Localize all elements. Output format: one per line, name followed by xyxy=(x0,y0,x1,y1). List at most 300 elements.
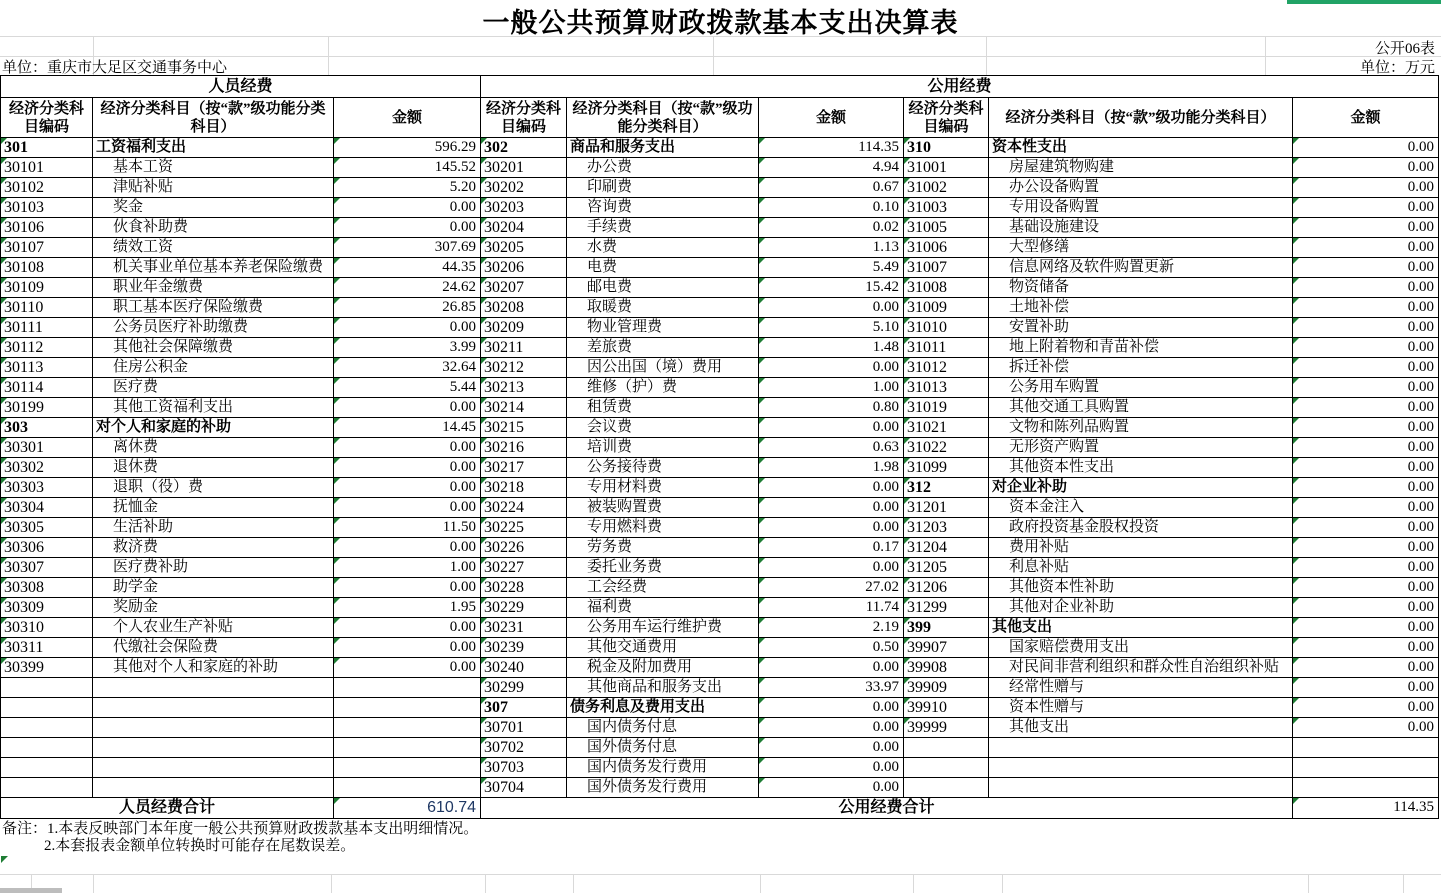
cell-subject[interactable]: 税金及附加费用 xyxy=(567,658,759,678)
cell-subject[interactable]: 生活补助 xyxy=(93,518,334,538)
cell-amount[interactable]: 0.00 xyxy=(334,638,481,658)
cell-code[interactable]: 30226 xyxy=(481,538,567,558)
cell-code[interactable]: 30199 xyxy=(1,398,93,418)
cell-subject[interactable]: 办公设备购置 xyxy=(989,178,1293,198)
cell-subject[interactable]: 津贴补贴 xyxy=(93,178,334,198)
cell-amount[interactable]: 0.00 xyxy=(334,198,481,218)
cell-code[interactable]: 30227 xyxy=(481,558,567,578)
cell-amount[interactable]: 0.00 xyxy=(1293,718,1439,738)
cell-code[interactable]: 30112 xyxy=(1,338,93,358)
cell-subject-empty[interactable] xyxy=(93,758,334,778)
cell-amount[interactable]: 0.00 xyxy=(759,778,904,798)
cell-amount[interactable]: 0.00 xyxy=(334,458,481,478)
cell-amount[interactable]: 27.02 xyxy=(759,578,904,598)
cell-subject-empty[interactable] xyxy=(93,778,334,798)
cell-code[interactable]: 30307 xyxy=(1,558,93,578)
cell-subject[interactable]: 退休费 xyxy=(93,458,334,478)
col-header-code[interactable]: 经济分类科目编码 xyxy=(904,98,989,138)
cell-amount[interactable]: 1.95 xyxy=(334,598,481,618)
cell-subject[interactable]: 离休费 xyxy=(93,438,334,458)
cell-amount[interactable]: 0.02 xyxy=(759,218,904,238)
cell-code[interactable]: 31203 xyxy=(904,518,989,538)
cell-amount[interactable]: 145.52 xyxy=(334,158,481,178)
cell-amount[interactable]: 0.00 xyxy=(759,298,904,318)
cell-code[interactable]: 30229 xyxy=(481,598,567,618)
cell-code[interactable]: 39909 xyxy=(904,678,989,698)
cell-code[interactable]: 399 xyxy=(904,618,989,638)
cell-amount[interactable]: 5.44 xyxy=(334,378,481,398)
cell-subject[interactable]: 基础设施建设 xyxy=(989,218,1293,238)
cell-subject[interactable]: 手续费 xyxy=(567,218,759,238)
cell-code-empty[interactable] xyxy=(1,738,93,758)
cell-code[interactable]: 30217 xyxy=(481,458,567,478)
personnel-total-label[interactable]: 人员经费合计 xyxy=(1,798,334,819)
cell-subject[interactable]: 个人农业生产补贴 xyxy=(93,618,334,638)
cell-subject[interactable]: 安置补助 xyxy=(989,318,1293,338)
cell-code[interactable]: 30704 xyxy=(481,778,567,798)
cell-subject[interactable]: 土地补偿 xyxy=(989,298,1293,318)
cell-subject[interactable]: 国外债务发行费用 xyxy=(567,778,759,798)
cell-code[interactable]: 30111 xyxy=(1,318,93,338)
cell-subject[interactable]: 专用燃料费 xyxy=(567,518,759,538)
cell-subject[interactable]: 公务用车购置 xyxy=(989,378,1293,398)
cell-code[interactable]: 31012 xyxy=(904,358,989,378)
cell-amount[interactable]: 0.00 xyxy=(1293,498,1439,518)
cell-subject-empty[interactable] xyxy=(93,698,334,718)
cell-amount[interactable]: 14.45 xyxy=(334,418,481,438)
cell-code[interactable]: 31019 xyxy=(904,398,989,418)
cell-subject[interactable]: 物业管理费 xyxy=(567,318,759,338)
cell-subject[interactable]: 对民间非营利组织和群众性自治组织补贴 xyxy=(989,658,1293,678)
cell-subject[interactable]: 其他对个人和家庭的补助 xyxy=(93,658,334,678)
cell-subject[interactable]: 国内债务发行费用 xyxy=(567,758,759,778)
cell-code[interactable]: 303 xyxy=(1,418,93,438)
cell-code[interactable]: 30106 xyxy=(1,218,93,238)
cell-code[interactable]: 30231 xyxy=(481,618,567,638)
cell-subject[interactable]: 费用补贴 xyxy=(989,538,1293,558)
col-header-amount[interactable]: 金额 xyxy=(334,98,481,138)
cell-subject[interactable]: 其他交通工具购置 xyxy=(989,398,1293,418)
cell-amount[interactable]: 0.00 xyxy=(1293,258,1439,278)
cell-subject[interactable]: 抚恤金 xyxy=(93,498,334,518)
cell-code[interactable]: 31005 xyxy=(904,218,989,238)
cell-subject[interactable]: 其他商品和服务支出 xyxy=(567,678,759,698)
cell-amount-empty[interactable] xyxy=(1293,738,1439,758)
cell-amount[interactable]: 33.97 xyxy=(759,678,904,698)
cell-code[interactable]: 30202 xyxy=(481,178,567,198)
cell-amount[interactable]: 0.00 xyxy=(334,498,481,518)
cell-code[interactable]: 31007 xyxy=(904,258,989,278)
cell-code[interactable]: 39907 xyxy=(904,638,989,658)
cell-amount[interactable]: 0.00 xyxy=(759,498,904,518)
cell-amount[interactable]: 11.74 xyxy=(759,598,904,618)
cell-code[interactable]: 30216 xyxy=(481,438,567,458)
cell-code[interactable]: 30225 xyxy=(481,518,567,538)
cell-amount[interactable]: 0.00 xyxy=(334,438,481,458)
cell-subject[interactable]: 工资福利支出 xyxy=(93,138,334,158)
cell-code[interactable]: 31022 xyxy=(904,438,989,458)
group-header-public[interactable]: 公用经费 xyxy=(481,76,1439,98)
cell-subject[interactable]: 代缴社会保险费 xyxy=(93,638,334,658)
cell-amount[interactable]: 0.00 xyxy=(1293,418,1439,438)
cell-amount[interactable]: 0.00 xyxy=(759,558,904,578)
cell-code[interactable]: 30228 xyxy=(481,578,567,598)
cell-subject[interactable]: 助学金 xyxy=(93,578,334,598)
cell-amount[interactable]: 32.64 xyxy=(334,358,481,378)
cell-subject[interactable]: 利息补贴 xyxy=(989,558,1293,578)
cell-amount[interactable]: 0.00 xyxy=(1293,638,1439,658)
cell-subject[interactable]: 医疗费补助 xyxy=(93,558,334,578)
cell-amount[interactable]: 0.00 xyxy=(1293,518,1439,538)
cell-amount[interactable]: 0.00 xyxy=(334,318,481,338)
cell-subject[interactable]: 其他交通费用 xyxy=(567,638,759,658)
cell-amount-empty[interactable] xyxy=(334,698,481,718)
scrollbar-fragment[interactable] xyxy=(0,888,62,893)
cell-code[interactable]: 30201 xyxy=(481,158,567,178)
cell-code[interactable]: 31008 xyxy=(904,278,989,298)
cell-code[interactable]: 30108 xyxy=(1,258,93,278)
cell-code[interactable]: 30304 xyxy=(1,498,93,518)
cell-amount[interactable]: 0.00 xyxy=(759,358,904,378)
cell-code[interactable]: 30309 xyxy=(1,598,93,618)
cell-subject[interactable]: 奖励金 xyxy=(93,598,334,618)
cell-amount[interactable]: 2.19 xyxy=(759,618,904,638)
cell-amount[interactable]: 0.00 xyxy=(759,658,904,678)
cell-subject[interactable]: 对企业补助 xyxy=(989,478,1293,498)
cell-subject[interactable]: 绩效工资 xyxy=(93,238,334,258)
cell-amount[interactable]: 1.00 xyxy=(334,558,481,578)
cell-amount[interactable]: 0.00 xyxy=(1293,358,1439,378)
cell-code[interactable]: 39908 xyxy=(904,658,989,678)
cell-code[interactable]: 312 xyxy=(904,478,989,498)
cell-amount[interactable]: 0.00 xyxy=(1293,298,1439,318)
cell-code-empty[interactable] xyxy=(1,718,93,738)
cell-amount[interactable]: 0.00 xyxy=(1293,318,1439,338)
cell-code-empty[interactable] xyxy=(904,758,989,778)
cell-subject[interactable]: 其他对企业补助 xyxy=(989,598,1293,618)
cell-code[interactable]: 30214 xyxy=(481,398,567,418)
cell-code[interactable]: 31201 xyxy=(904,498,989,518)
cell-subject[interactable]: 国家赔偿费用支出 xyxy=(989,638,1293,658)
cell-code[interactable]: 30701 xyxy=(481,718,567,738)
cell-amount[interactable]: 0.00 xyxy=(1293,338,1439,358)
cell-amount[interactable]: 0.10 xyxy=(759,198,904,218)
cell-code[interactable]: 30213 xyxy=(481,378,567,398)
cell-amount[interactable]: 1.48 xyxy=(759,338,904,358)
col-header-amount[interactable]: 金额 xyxy=(1293,98,1439,138)
cell-amount[interactable]: 0.00 xyxy=(334,658,481,678)
cell-code[interactable]: 30110 xyxy=(1,298,93,318)
cell-amount[interactable]: 0.00 xyxy=(1293,378,1439,398)
cell-subject[interactable]: 其他支出 xyxy=(989,618,1293,638)
cell-code[interactable]: 39910 xyxy=(904,698,989,718)
cell-code[interactable]: 30303 xyxy=(1,478,93,498)
cell-subject[interactable]: 维修（护）费 xyxy=(567,378,759,398)
cell-amount[interactable]: 3.99 xyxy=(334,338,481,358)
cell-subject[interactable]: 债务利息及费用支出 xyxy=(567,698,759,718)
cell-subject[interactable]: 救济费 xyxy=(93,538,334,558)
cell-subject[interactable]: 物资储备 xyxy=(989,278,1293,298)
cell-subject[interactable]: 信息网络及软件购置更新 xyxy=(989,258,1293,278)
col-header-code[interactable]: 经济分类科目编码 xyxy=(1,98,93,138)
col-header-amount[interactable]: 金额 xyxy=(759,98,904,138)
cell-code[interactable]: 31204 xyxy=(904,538,989,558)
cell-code-empty[interactable] xyxy=(904,778,989,798)
cell-code[interactable]: 30205 xyxy=(481,238,567,258)
cell-subject-empty[interactable] xyxy=(93,718,334,738)
cell-amount[interactable]: 0.00 xyxy=(759,758,904,778)
cell-amount[interactable]: 0.00 xyxy=(1293,578,1439,598)
cell-subject[interactable]: 其他支出 xyxy=(989,718,1293,738)
cell-code-empty[interactable] xyxy=(1,778,93,798)
cell-subject[interactable]: 国内债务付息 xyxy=(567,718,759,738)
cell-amount[interactable]: 1.98 xyxy=(759,458,904,478)
cell-code[interactable]: 30305 xyxy=(1,518,93,538)
cell-code[interactable]: 30301 xyxy=(1,438,93,458)
cell-amount-empty[interactable] xyxy=(334,778,481,798)
cell-code[interactable]: 31001 xyxy=(904,158,989,178)
cell-amount-empty[interactable] xyxy=(1293,758,1439,778)
cell-subject[interactable]: 因公出国（境）费用 xyxy=(567,358,759,378)
cell-amount[interactable]: 0.00 xyxy=(1293,618,1439,638)
cell-code[interactable]: 31006 xyxy=(904,238,989,258)
cell-amount[interactable]: 0.00 xyxy=(759,698,904,718)
cell-subject[interactable]: 劳务费 xyxy=(567,538,759,558)
cell-subject[interactable]: 文物和陈列品购置 xyxy=(989,418,1293,438)
cell-code[interactable]: 39999 xyxy=(904,718,989,738)
cell-amount[interactable]: 0.50 xyxy=(759,638,904,658)
cell-amount[interactable]: 24.62 xyxy=(334,278,481,298)
cell-code-empty[interactable] xyxy=(1,698,93,718)
cell-amount[interactable]: 1.00 xyxy=(759,378,904,398)
cell-subject[interactable]: 经常性赠与 xyxy=(989,678,1293,698)
cell-subject[interactable]: 培训费 xyxy=(567,438,759,458)
cell-code[interactable]: 30103 xyxy=(1,198,93,218)
cell-subject[interactable]: 职工基本医疗保险缴费 xyxy=(93,298,334,318)
cell-subject-empty[interactable] xyxy=(989,758,1293,778)
public-total-value[interactable] xyxy=(1293,798,1439,819)
cell-amount[interactable]: 0.00 xyxy=(1293,278,1439,298)
cell-subject-empty[interactable] xyxy=(93,738,334,758)
cell-code[interactable]: 31003 xyxy=(904,198,989,218)
cell-amount[interactable]: 0.00 xyxy=(1293,218,1439,238)
cell-amount[interactable]: 4.94 xyxy=(759,158,904,178)
cell-code[interactable]: 31002 xyxy=(904,178,989,198)
cell-amount[interactable]: 0.00 xyxy=(1293,438,1439,458)
col-header-code[interactable]: 经济分类科目编码 xyxy=(481,98,567,138)
cell-code[interactable]: 31299 xyxy=(904,598,989,618)
cell-amount[interactable]: 0.63 xyxy=(759,438,904,458)
cell-code-empty[interactable] xyxy=(1,758,93,778)
cell-subject[interactable]: 无形资产购置 xyxy=(989,438,1293,458)
cell-amount[interactable]: 5.49 xyxy=(759,258,904,278)
cell-amount[interactable]: 0.00 xyxy=(1293,538,1439,558)
cell-amount[interactable]: 5.20 xyxy=(334,178,481,198)
cell-amount[interactable]: 0.00 xyxy=(1293,138,1439,158)
cell-subject[interactable]: 水费 xyxy=(567,238,759,258)
cell-code[interactable]: 30240 xyxy=(481,658,567,678)
cell-subject[interactable]: 公务用车运行维护费 xyxy=(567,618,759,638)
cell-code[interactable]: 30299 xyxy=(481,678,567,698)
cell-amount[interactable]: 0.00 xyxy=(334,478,481,498)
cell-amount[interactable]: 0.00 xyxy=(334,578,481,598)
cell-code[interactable]: 301 xyxy=(1,138,93,158)
cell-amount[interactable]: 0.67 xyxy=(759,178,904,198)
cell-code[interactable]: 30703 xyxy=(481,758,567,778)
cell-amount[interactable]: 0.00 xyxy=(1293,198,1439,218)
cell-code[interactable]: 30311 xyxy=(1,638,93,658)
cell-code[interactable]: 30208 xyxy=(481,298,567,318)
cell-amount[interactable]: 0.00 xyxy=(334,218,481,238)
cell-amount[interactable]: 5.10 xyxy=(759,318,904,338)
cell-code[interactable]: 30215 xyxy=(481,418,567,438)
cell-subject[interactable]: 其他社会保障缴费 xyxy=(93,338,334,358)
cell-code[interactable]: 31010 xyxy=(904,318,989,338)
cell-amount[interactable]: 0.00 xyxy=(334,538,481,558)
cell-subject[interactable]: 对个人和家庭的补助 xyxy=(93,418,334,438)
cell-code[interactable]: 30308 xyxy=(1,578,93,598)
cell-subject[interactable]: 工会经费 xyxy=(567,578,759,598)
cell-subject[interactable]: 委托业务费 xyxy=(567,558,759,578)
cell-subject[interactable]: 商品和服务支出 xyxy=(567,138,759,158)
cell-subject-empty[interactable] xyxy=(989,778,1293,798)
cell-code[interactable]: 30102 xyxy=(1,178,93,198)
cell-subject[interactable]: 资本性赠与 xyxy=(989,698,1293,718)
cell-amount[interactable]: 0.00 xyxy=(1293,238,1439,258)
cell-subject[interactable]: 奖金 xyxy=(93,198,334,218)
cell-subject[interactable]: 基本工资 xyxy=(93,158,334,178)
cell-amount[interactable]: 15.42 xyxy=(759,278,904,298)
cell-subject[interactable]: 差旅费 xyxy=(567,338,759,358)
cell-subject[interactable]: 职业年金缴费 xyxy=(93,278,334,298)
cell-subject[interactable]: 印刷费 xyxy=(567,178,759,198)
cell-code[interactable]: 30114 xyxy=(1,378,93,398)
cell-subject[interactable]: 其他资本性补助 xyxy=(989,578,1293,598)
cell-subject[interactable]: 办公费 xyxy=(567,158,759,178)
cell-code[interactable]: 31013 xyxy=(904,378,989,398)
cell-amount[interactable]: 0.00 xyxy=(759,478,904,498)
cell-amount[interactable]: 0.00 xyxy=(1293,558,1439,578)
cell-amount-empty[interactable] xyxy=(334,738,481,758)
cell-amount-empty[interactable] xyxy=(334,758,481,778)
cell-amount[interactable]: 0.00 xyxy=(1293,678,1439,698)
cell-subject[interactable]: 住房公积金 xyxy=(93,358,334,378)
cell-amount[interactable]: 0.00 xyxy=(334,398,481,418)
cell-subject[interactable]: 资本性支出 xyxy=(989,138,1293,158)
cell-amount[interactable]: 0.00 xyxy=(759,518,904,538)
public-total-label[interactable]: 公用经费合计 xyxy=(481,798,1293,819)
cell-amount[interactable]: 0.00 xyxy=(1293,458,1439,478)
cell-code[interactable]: 30218 xyxy=(481,478,567,498)
cell-subject[interactable]: 资本金注入 xyxy=(989,498,1293,518)
cell-code[interactable]: 31009 xyxy=(904,298,989,318)
cell-subject[interactable]: 医疗费 xyxy=(93,378,334,398)
cell-subject[interactable]: 电费 xyxy=(567,258,759,278)
col-header-subject[interactable]: 经济分类科目（按“款”级功能分类科目） xyxy=(93,98,334,138)
cell-amount[interactable]: 1.13 xyxy=(759,238,904,258)
cell-subject[interactable]: 国外债务付息 xyxy=(567,738,759,758)
cell-amount[interactable]: 0.00 xyxy=(1293,178,1439,198)
cell-subject[interactable]: 咨询费 xyxy=(567,198,759,218)
cell-subject[interactable]: 专用材料费 xyxy=(567,478,759,498)
cell-code[interactable]: 30702 xyxy=(481,738,567,758)
cell-subject[interactable]: 被装购置费 xyxy=(567,498,759,518)
cell-amount[interactable]: 0.00 xyxy=(1293,698,1439,718)
cell-subject[interactable]: 租赁费 xyxy=(567,398,759,418)
cell-code[interactable]: 30399 xyxy=(1,658,93,678)
cell-code[interactable]: 302 xyxy=(481,138,567,158)
cell-amount[interactable]: 0.00 xyxy=(759,738,904,758)
cell-amount[interactable]: 114.35 xyxy=(759,138,904,158)
cell-subject[interactable]: 机关事业单位基本养老保险缴费 xyxy=(93,258,334,278)
cell-code-empty[interactable] xyxy=(1,678,93,698)
cell-subject[interactable]: 公务接待费 xyxy=(567,458,759,478)
cell-amount[interactable]: 0.00 xyxy=(334,618,481,638)
cell-code-empty[interactable] xyxy=(904,738,989,758)
cell-subject-empty[interactable] xyxy=(989,738,1293,758)
cell-subject[interactable]: 公务员医疗补助缴费 xyxy=(93,318,334,338)
cell-code[interactable]: 30302 xyxy=(1,458,93,478)
cell-code[interactable]: 30212 xyxy=(481,358,567,378)
cell-amount[interactable]: 307.69 xyxy=(334,238,481,258)
cell-subject[interactable]: 退职（役）费 xyxy=(93,478,334,498)
cell-amount[interactable]: 44.35 xyxy=(334,258,481,278)
cell-subject[interactable]: 政府投资基金股权投资 xyxy=(989,518,1293,538)
cell-code[interactable]: 30109 xyxy=(1,278,93,298)
cell-code[interactable]: 31099 xyxy=(904,458,989,478)
cell-code[interactable]: 30206 xyxy=(481,258,567,278)
cell-code[interactable]: 30113 xyxy=(1,358,93,378)
cell-amount[interactable]: 0.00 xyxy=(1293,658,1439,678)
cell-code[interactable]: 30203 xyxy=(481,198,567,218)
cell-code[interactable]: 30209 xyxy=(481,318,567,338)
cell-amount[interactable]: 26.85 xyxy=(334,298,481,318)
cell-amount[interactable]: 0.00 xyxy=(1293,158,1439,178)
cell-code[interactable]: 30211 xyxy=(481,338,567,358)
cell-subject[interactable]: 大型修缮 xyxy=(989,238,1293,258)
cell-subject[interactable]: 福利费 xyxy=(567,598,759,618)
cell-amount[interactable]: 0.00 xyxy=(1293,598,1439,618)
cell-amount[interactable]: 0.80 xyxy=(759,398,904,418)
cell-subject[interactable]: 邮电费 xyxy=(567,278,759,298)
cell-code[interactable]: 31206 xyxy=(904,578,989,598)
cell-code[interactable]: 31205 xyxy=(904,558,989,578)
cell-subject[interactable]: 会议费 xyxy=(567,418,759,438)
cell-amount[interactable]: 0.00 xyxy=(759,418,904,438)
cell-subject[interactable]: 地上附着物和青苗补偿 xyxy=(989,338,1293,358)
cell-code[interactable]: 30224 xyxy=(481,498,567,518)
cell-subject[interactable]: 取暖费 xyxy=(567,298,759,318)
cell-amount[interactable]: 596.29 xyxy=(334,138,481,158)
cell-code[interactable]: 30239 xyxy=(481,638,567,658)
personnel-total-value[interactable] xyxy=(334,798,481,819)
cell-amount-empty[interactable] xyxy=(1293,778,1439,798)
col-header-subject[interactable]: 经济分类科目（按“款”级功能分类科目） xyxy=(989,98,1293,138)
cell-code[interactable]: 31021 xyxy=(904,418,989,438)
cell-subject[interactable]: 其他资本性支出 xyxy=(989,458,1293,478)
cell-code[interactable]: 30310 xyxy=(1,618,93,638)
cell-code[interactable]: 307 xyxy=(481,698,567,718)
cell-code[interactable]: 30207 xyxy=(481,278,567,298)
cell-code[interactable]: 30306 xyxy=(1,538,93,558)
cell-code[interactable]: 31011 xyxy=(904,338,989,358)
cell-subject[interactable]: 专用设备购置 xyxy=(989,198,1293,218)
cell-subject[interactable]: 伙食补助费 xyxy=(93,218,334,238)
cell-subject-empty[interactable] xyxy=(93,678,334,698)
cell-subject[interactable]: 房屋建筑物购建 xyxy=(989,158,1293,178)
col-header-subject[interactable]: 经济分类科目（按“款”级功能分类科目） xyxy=(567,98,759,138)
cell-subject[interactable]: 其他工资福利支出 xyxy=(93,398,334,418)
